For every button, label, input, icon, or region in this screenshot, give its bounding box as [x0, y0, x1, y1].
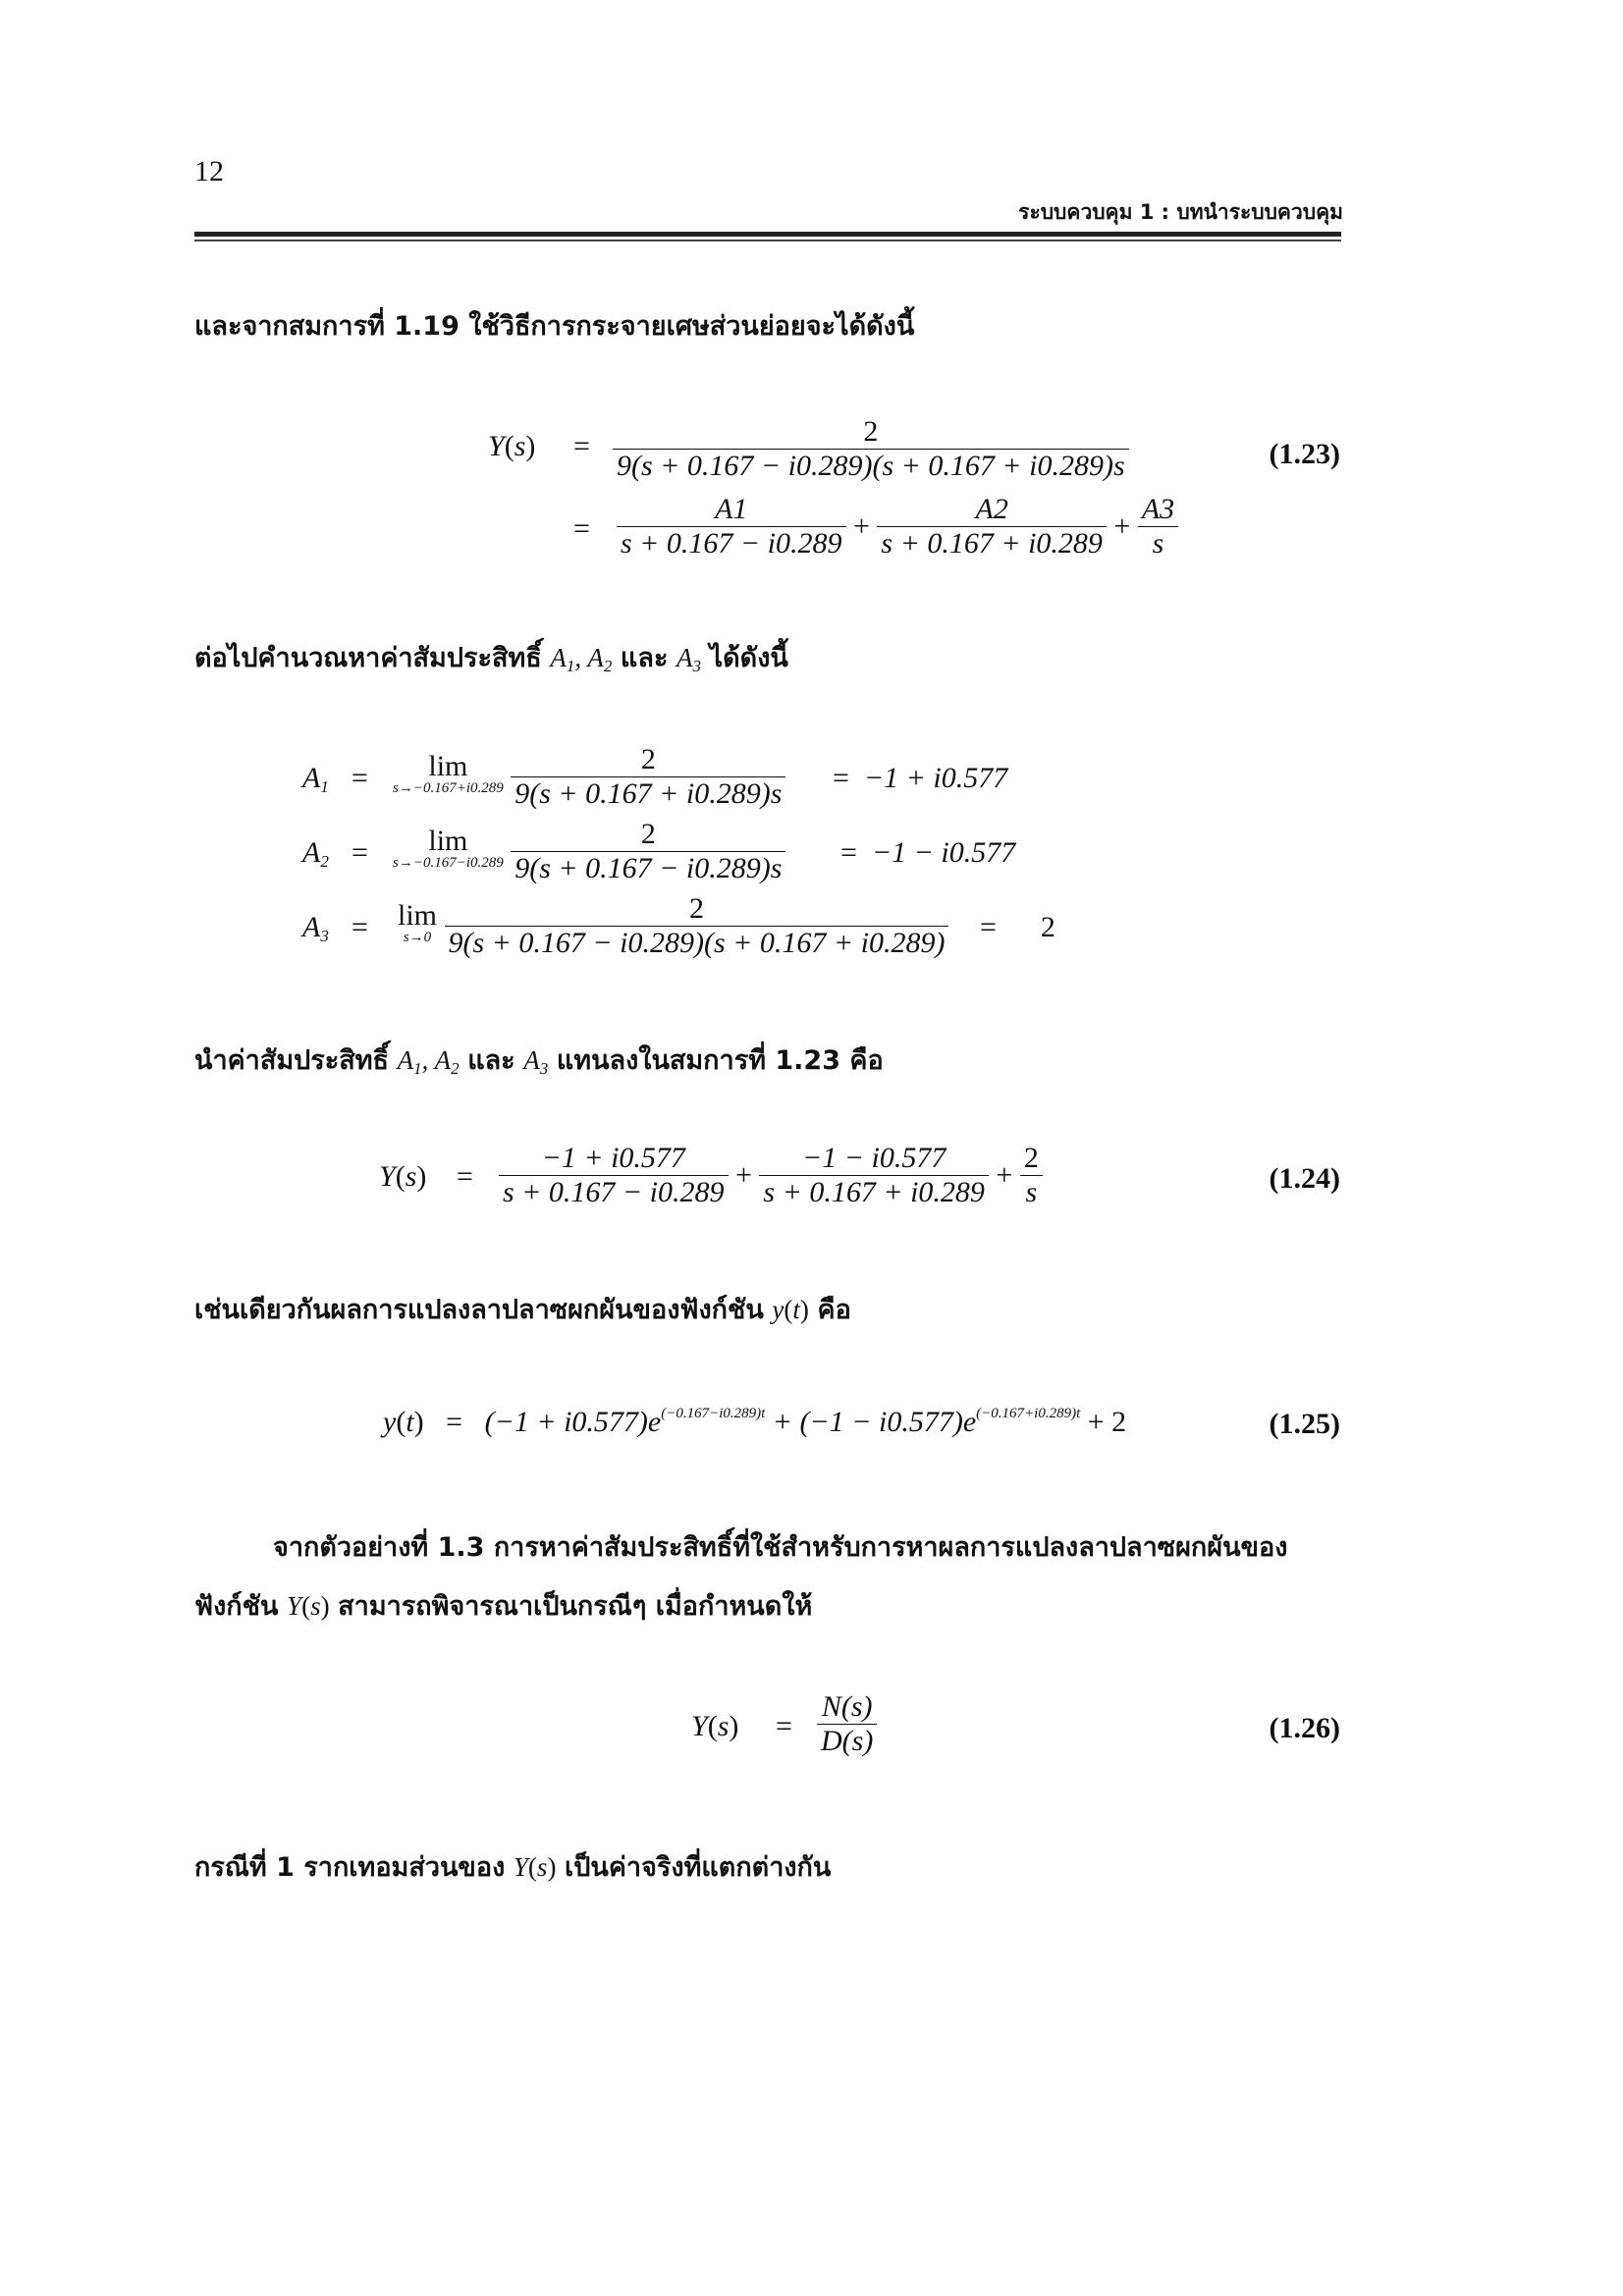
coef-a1-label: $A_1$	[302, 762, 329, 796]
eq-number-1-26: (1.26)	[1269, 1712, 1340, 1744]
eq-1-23-a3: A3	[1138, 493, 1178, 527]
eq-1-23-equals-2: =	[573, 512, 590, 545]
eq-number-1-25: (1.25)	[1269, 1408, 1340, 1440]
paragraph-coefficients: ต่อไปคำนวณหาค่าสัมประสิทธิ์ $A_1$, $A_2$ และ $A_3$ ได้ดังนี้	[194, 643, 788, 675]
coef-a2-result: = −1 − i0.577	[840, 836, 1016, 869]
coef-a1-result: = −1 + i0.577	[833, 762, 1008, 794]
coef-a1-lim: lim s→−0.167+i0.289 $\frac{2}{9(s + 0.167 + i0.289)s}$	[393, 743, 785, 811]
header-rule-thin	[194, 240, 1341, 241]
paragraph-substitute: นำค่าสัมประสิทธิ์ $A_1$, $A_2$ และ $A_3$ แทนลงในสมการที่ 1.23 คือ	[194, 1045, 884, 1078]
eq-1-23-a1: A1	[617, 493, 846, 527]
coef-a1-equals: =	[352, 762, 368, 794]
eq-number-1-24: (1.24)	[1269, 1162, 1340, 1195]
eq-1-23-den1: s + 0.167 − i0.289	[621, 527, 842, 560]
eq-1-23-den2: s + 0.167 + i0.289	[881, 527, 1103, 560]
coef-a3-result: = 2	[980, 911, 1055, 943]
eq-1-26-equals: =	[776, 1710, 792, 1742]
eq-number-1-23: (1.23)	[1269, 438, 1340, 470]
eq-1-25: $y(t) = (-1 + i0.577)e^{(-0.167-i0.289)t} + (-1 - i0.577)e^{(-0.167+i0.289)t} + 2$	[383, 1406, 1127, 1438]
eq-1-26-lhs: Y(s)	[691, 1710, 739, 1742]
eq-1-24-lhs: Y(s)	[379, 1160, 427, 1193]
coef-a3-lim: lim s→0 $\frac{2}{9(s + 0.167 - i0.289)(s + 0.167 + i0.289)}$	[398, 892, 948, 960]
running-title: ระบบควบคุม 1 : บทนำระบบควบคุม	[1018, 200, 1343, 224]
eq-1-23-equals-1: =	[573, 430, 590, 462]
paragraph-inverse-laplace: เช่นเดียวกันผลการแปลงลาปลาซผกผันของฟังก์ชัน y(t) คือ	[194, 1295, 851, 1325]
page-number: 12	[194, 155, 224, 187]
paragraph-example-line2: ฟังก์ชัน Y(s) สามารถพิจารณาเป็นกรณีๆ เมื่อกำหนดให้	[194, 1591, 813, 1622]
eq-1-23-den3: s	[1152, 527, 1164, 560]
coef-a2-lim: lim s→−0.167−i0.289 $\frac{2}{9(s + 0.167 - i0.289)s}$	[393, 818, 785, 885]
coef-a3-label: $A_3$	[302, 911, 329, 945]
coef-a2-label: $A_2$	[302, 836, 329, 871]
eq-1-26-frac: $\frac{N(s)}{D(s)}$	[817, 1690, 877, 1758]
eq-1-23-lhs: Y(s)	[488, 430, 536, 462]
header-rule	[194, 232, 1341, 237]
eq-1-23-a2: A2	[877, 493, 1107, 527]
eq-1-23-partials: $\frac{A1}{s + 0.167 - i0.289}$ + $\frac{A2}{s + 0.167 + i0.289}$ + $\frac{A3}{s}$	[617, 493, 1178, 561]
eq-1-23-frac	[613, 415, 1129, 483]
paragraph-example-line1: จากตัวอย่างที่ 1.3 การหาค่าสัมประสิทธิ์ที่ใช้สำหรับการหาผลการแปลงลาปลาซผกผันของ	[273, 1532, 1288, 1563]
paragraph-intro: และจากสมการที่ 1.19 ใช้วิธีการกระจายเศษส่วนย่อยจะได้ดังนี้	[194, 311, 915, 342]
coef-a2-equals: =	[352, 836, 368, 869]
eq-1-23-num: 2	[613, 415, 1129, 450]
eq-1-24-rhs: $\frac{-1 + i0.577}{s + 0.167 - i0.289}$ + $\frac{-1 - i0.577}{s + 0.167 + i0.289}$ + $\frac{2}{s}$	[499, 1142, 1043, 1209]
paragraph-case1: กรณีที่ 1 รากเทอมส่วนของ Y(s) เป็นค่าจริงที่แตกต่างกัน	[194, 1852, 832, 1883]
eq-1-24-equals: =	[457, 1160, 473, 1193]
eq-1-23-den: 9(s + 0.167 − i0.289)(s + 0.167 + i0.289)s	[617, 450, 1125, 482]
coef-a3-equals: =	[352, 911, 368, 943]
